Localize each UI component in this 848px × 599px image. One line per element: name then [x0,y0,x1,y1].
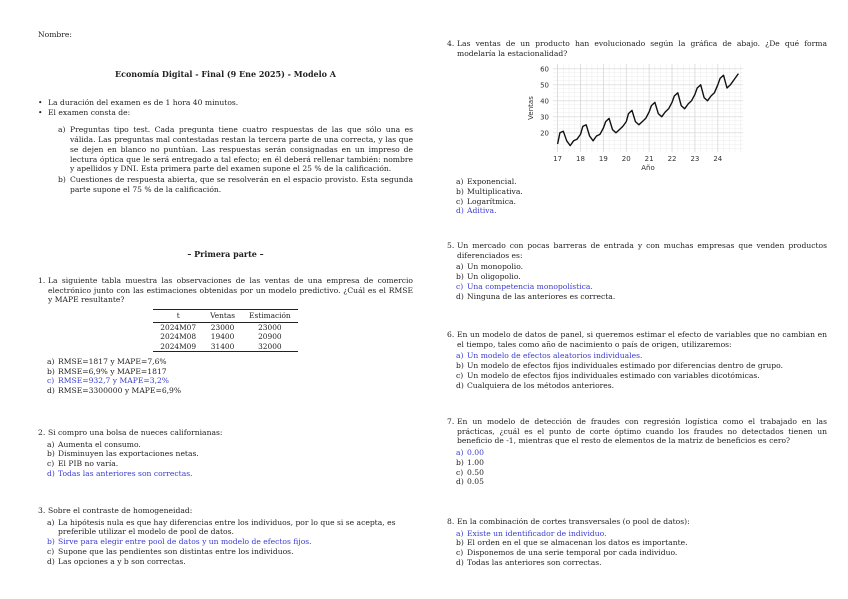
answer-option-label: d) [456,477,464,487]
answer-option [456,381,827,391]
answer-option [456,197,827,207]
answer-option [456,558,827,568]
answer-option-text: Un modelo de efectos fijos individuales estimado por diferencias dentro de grupo. [467,361,783,371]
answer-option-text: RMSE=3300000 y MAPE=6,9% [58,386,182,396]
table-cell: 2024M08 [160,332,197,342]
answer-option-label: b) [47,537,55,547]
answer-option-label: d) [456,291,464,301]
table-row [153,342,297,352]
name-field-label: Nombre: [38,30,72,39]
table-cell: 31400 [203,342,242,352]
table-cell: 19400 [210,332,235,342]
answer-option-label: a) [47,517,55,527]
answer-option [47,440,413,450]
answer-option [456,282,827,292]
answer-option-label: d) [47,468,55,478]
x-tick-label: 23 [690,155,700,164]
answer-option-text: Aditiva. [467,206,497,216]
table-cell: 23000 [258,322,282,332]
question-stem: En un modelo de datos de panel, si queremos estimar el efecto de variables que no cambian en el tiempo, tales como año de nacimiento o país de origen, utilizaremos: [457,330,827,349]
y-tick-label: 20 [540,129,549,138]
x-tick-label: 19 [598,155,608,164]
exam-title: Economía Digital - Final (9 Ene 2025) - Modelo A [115,69,336,79]
answer-option-text: Disminuyen las exportaciones netas. [58,449,199,459]
sales-line-chart [527,60,747,172]
table-row [153,332,297,341]
answer-option [47,357,413,367]
question-stem: Un mercado con pocas barreras de entrada y con muchas empresas que venden productos diferenciados es: [457,241,827,260]
answer-option-label: b) [456,186,464,196]
question-number: 6. [447,330,455,339]
answer-option-label: a) [456,448,464,458]
answer-option-text: Ninguna de las anteriores es correcta. [467,291,616,301]
part-label: a) [58,125,66,135]
question-2 [38,428,413,479]
question-6 [447,330,827,390]
answer-option-label: c) [456,467,464,477]
question-4 [447,39,827,216]
answer-option-label: d) [456,557,464,567]
answer-option-label: b) [47,366,55,376]
answer-option-text: Todas las anteriores son correctas. [58,468,193,478]
question-3 [38,506,413,566]
answer-option [456,458,827,468]
answer-option-label: a) [456,528,464,538]
answer-option [456,262,827,272]
sales-chart [527,60,827,175]
x-tick-label: 24 [713,155,723,164]
question-stem: En la combinación de cortes transversales (o pool de datos): [457,517,690,526]
answer-option [456,272,827,282]
answer-option-text: Sirve para elegir entre pool de datos y un modelo de efectos fijos. [58,537,312,547]
y-axis-label: Ventas [527,96,535,121]
answer-option-label: b) [47,449,55,459]
answer-option-text: Las opciones a y b son correctas. [58,556,186,566]
answer-option [456,351,827,361]
table-cell: 23000 [210,322,235,332]
question-number: 8. [447,517,455,526]
question-number: 3. [38,506,46,515]
answer-option-label: d) [47,386,55,396]
answer-option [47,547,413,557]
answer-option-label: b) [456,538,464,548]
x-tick-label: 18 [576,155,585,164]
answer-option [456,538,827,548]
question-1 [38,276,413,396]
instruction-structure: El examen consta de: [48,107,131,117]
x-tick-label: 21 [644,155,654,164]
answer-option-text: Multiplicativa. [467,186,523,196]
y-tick-label: 60 [540,65,549,74]
answer-option-text: Un monopolio. [467,262,524,272]
answer-option-label: c) [47,376,55,386]
answer-option-label: a) [456,262,464,272]
answer-option-label: b) [456,457,464,467]
answer-option [456,371,827,381]
question-stem: Las ventas de un producto han evolucionado según la gráfica de abajo. ¿De qué forma modelaría la estacionalidad? [457,39,827,58]
answer-option-label: a) [47,357,55,367]
answer-option-text: Disponemos de una serie temporal por cada individuo. [467,548,678,558]
answer-option-label: c) [456,548,464,558]
table-header: t [153,310,203,322]
question-stem: Si compro una bolsa de nueces californianas: [48,428,223,437]
answer-option-text: 1.00 [467,457,484,467]
answer-option-text: El PIB no varía. [58,459,119,469]
instruction-duration: La duración del examen es de 1 hora 40 minutos. [48,98,239,107]
question-number: 7. [447,417,455,426]
x-tick-label: 17 [553,155,563,164]
answer-option-label: a) [456,351,464,361]
answer-option [456,548,827,558]
question-number: 1. [38,276,46,285]
table-cell: 20900 [258,332,282,342]
x-tick-label: 22 [667,155,677,164]
sales-table [153,309,297,352]
question-7 [447,417,827,487]
answer-option [47,469,413,479]
answer-option-text: 0.05 [467,477,484,487]
answer-option-text: Exponencial. [467,177,517,187]
answer-option-label: c) [456,196,464,206]
answer-option-text: Cualquiera de los métodos anteriores. [467,380,615,390]
part-b-text: Cuestiones de respuesta abierta, que se resolverán en el espacio provisto. Esta segunda parte supone el 75 % de la calificación. [70,175,413,194]
answer-option [456,448,827,458]
table-cell: 32000 [242,342,298,352]
answer-option-text: 0.00 [467,448,484,458]
answer-option-text: El orden en el que se almacenan los datos es importante. [467,538,688,548]
answer-option [47,376,413,386]
x-tick-label: 20 [621,155,631,164]
answer-option-text: Una competencia monopolística. [467,281,593,291]
answer-option-label: b) [456,361,464,371]
y-tick-label: 40 [540,97,549,106]
question-number: 2. [38,428,46,437]
answer-option-text: Un oligopolio. [467,272,521,282]
answer-option [47,386,413,396]
answer-option [456,529,827,539]
answer-option [47,449,413,459]
answer-option-label: a) [47,439,55,449]
question-number: 5. [447,241,455,250]
answer-option-label: b) [456,272,464,282]
question-number: 4. [447,39,455,48]
table-row [153,322,297,332]
answer-option-label: c) [456,281,464,291]
answer-option [456,187,827,197]
question-stem: En un modelo de detección de fraudes con regresión logística como el trabajado en las prácticas, ¿cuál es el punto de corte óptimo cuando los fraudes no detectados tienen un beneficio de -1, mientras que el resto de elementos de la matriz de beneficios es cero? [457,417,827,446]
part-label: b) [58,175,66,185]
answer-option [47,518,413,537]
answer-option-text: 0.50 [467,467,484,477]
table-cell: 2024M09 [153,342,203,352]
answer-option-text: RMSE=932,7 y MAPE=3,2% [58,376,170,386]
question-8 [447,517,827,568]
answer-option [456,177,827,187]
question-stem: La siguiente tabla muestra las observaciones de las ventas de una empresa de comercio electrónico junto con las estimaciones obtenidas por un modelo predictivo. ¿Cuál es el RMSE y MAPE resultante? [48,276,413,305]
answer-option [47,557,413,567]
table-cell: 2024M07 [160,322,197,332]
answer-option [456,206,827,216]
answer-option-text: Un modelo de efectos aleatorios individuales. [467,351,643,361]
answer-option-text: Supone que las pendientes son distintas entre los individuos. [58,546,294,556]
answer-option-label: d) [456,380,464,390]
question-stem: Sobre el contraste de homogeneidad: [48,506,193,515]
sales-series-line [558,74,739,146]
answer-option-text: RMSE=6,9% y MAPE=1817 [58,366,167,376]
answer-option-label: d) [47,556,55,566]
answer-option-text: RMSE=1817 y MAPE=7,6% [58,357,167,367]
y-tick-label: 50 [540,81,549,90]
answer-option-text: Un modelo de efectos fijos individuales estimado con variables dicotómicas. [467,370,760,380]
instructions: • La duración del examen es de 1 hora 40 minutos. • El examen consta de: a) Preguntas tipo test. Cada pregunta tiene cuatro respuestas de las que sólo una es válida. Las preguntas mal contestadas restan la tercera parte de una correcta, y las que se dejen en blanco no puntúan. Las respuestas serán consignadas en un impreso de lectura óptica que le será entregado a tal efecto; en él deberá rellenar también: nombre y apellidos y DNI. Esta primera parte del examen supone el 25 % de la calificación. b) Cuestiones de respuesta abierta, que se resolverán en el espacio provisto. Esta segunda parte supone el 75 % de la calificación. [38,98,413,194]
section-title: – Primera parte – [187,249,264,259]
part-a-text: Preguntas tipo test. Cada pregunta tiene cuatro respuestas de las que sólo una es válida. Las preguntas mal contestadas restan la tercera parte de una correcta, y las que se dejen en blanco no puntúan. Las respuestas serán consignadas en un impreso de lectura óptica que le será entregado a tal efecto; en él deberá rellenar también: nombre y apellidos y DNI. Esta primera parte del examen supone el 25 % de la calificación. [70,125,413,174]
answer-option-text: La hipótesis nula es que hay diferencias entre los individuos, por lo que si se acepta, es preferible utilizar el modelo de pool de datos. [58,517,396,537]
x-axis-label: Año [641,164,655,173]
answer-option-text: Todas las anteriores son correctas. [467,557,602,567]
question-5 [447,241,827,301]
answer-option-label: d) [456,206,464,216]
answer-option [456,468,827,478]
answer-option-label: c) [47,459,55,469]
answer-option [47,367,413,377]
table-header: Ventas [203,310,242,322]
answer-option [456,292,827,302]
answer-option-label: c) [456,370,464,380]
answer-option-label: c) [47,546,55,556]
table-header: Estimación [242,310,298,322]
answer-option-text: Existe un identificador de individuo. [467,528,607,538]
answer-option [47,537,413,547]
answer-option-text: Aumenta el consumo. [58,439,141,449]
answer-option [456,477,827,487]
answer-option-label: a) [456,177,464,187]
answer-option [456,361,827,371]
answer-option [47,459,413,469]
y-tick-label: 30 [540,113,549,122]
answer-option-text: Logarítmica. [467,196,516,206]
